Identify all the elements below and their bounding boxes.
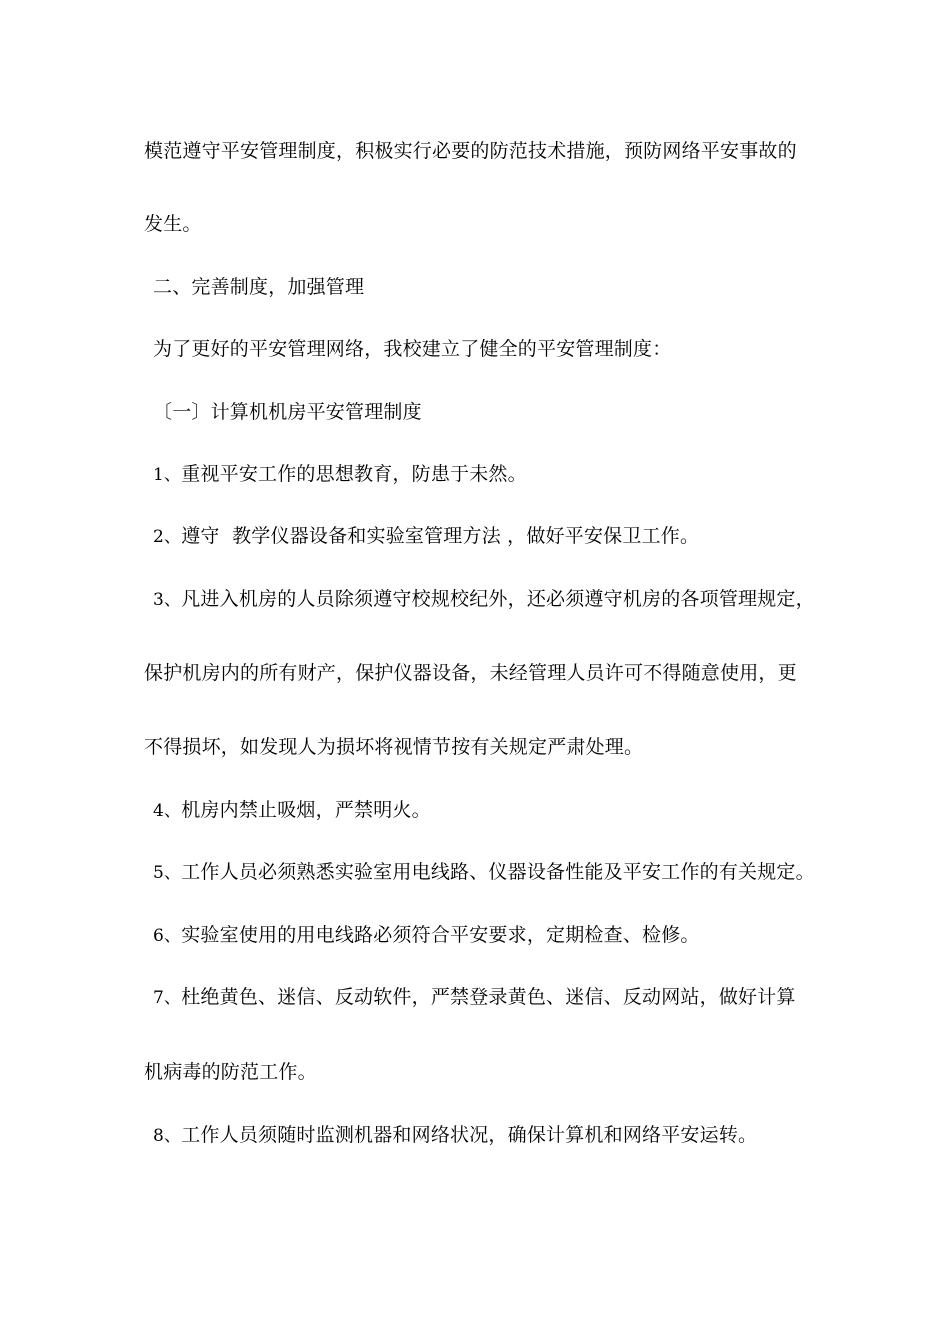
list-number: 5、 [153,863,182,883]
list-number: 6、 [153,926,182,946]
list-item-text: 遵守 教学仪器设备和实验室管理方法 ，做好平安保卫工作。 [181,525,700,547]
list-number: 3、 [153,590,182,610]
paragraph-line: 机病毒的防范工作。 [144,1061,317,1083]
list-number: 1、 [153,465,182,485]
list-item [153,462,527,487]
list-item-text: 工作人员必须熟悉实验室用电线路、仪器设备性能及平安工作的有关规定。 [181,861,815,883]
list-item [153,860,815,885]
list-item-text: 实验室使用的用电线路必须符合平安要求，定期检查、检修。 [181,924,700,946]
list-item [153,587,815,612]
list-item-text: 机房内禁止吸烟，严禁明火。 [181,799,431,821]
subsection-heading: 〔一〕计算机机房平安管理制度 [153,401,422,423]
list-item [153,798,431,823]
list-number: 7、 [153,988,182,1008]
list-item [153,1123,757,1148]
list-item-text: 杜绝黄色、迷信、反动软件，严禁登录黄色、迷信、反动网站，做好计算 [181,986,796,1008]
list-item [153,923,700,948]
list-item [153,985,796,1010]
list-number: 4、 [153,801,182,821]
paragraph-line: 不得损坏，如发现人为损坏将视情节按有关规定严肃处理。 [144,736,644,758]
list-item-text: 工作人员须随时监测机器和网络状况，确保计算机和网络平安运转。 [181,1124,758,1146]
list-item-text: 重视平安工作的思想教育，防患于未然。 [181,463,527,485]
paragraph-line: 发生。 [144,213,202,235]
paragraph-line: 模范遵守平安管理制度，积极实行必要的防范技术措施，预防网络平安事故的 [144,140,797,162]
list-item [153,524,699,549]
list-item-text: 凡进入机房的人员除须遵守校规校纪外，还必须遵守机房的各项管理规定， [181,588,815,610]
section-heading: 二、完善制度，加强管理 [153,276,365,298]
paragraph-line: 保护机房内的所有财产，保护仪器设备，未经管理人员许可不得随意使用，更 [144,662,797,684]
paragraph-line: 为了更好的平安管理网络，我校建立了健全的平安管理制度： [153,338,672,360]
list-number: 8、 [153,1126,182,1146]
list-number: 2、 [153,527,182,547]
